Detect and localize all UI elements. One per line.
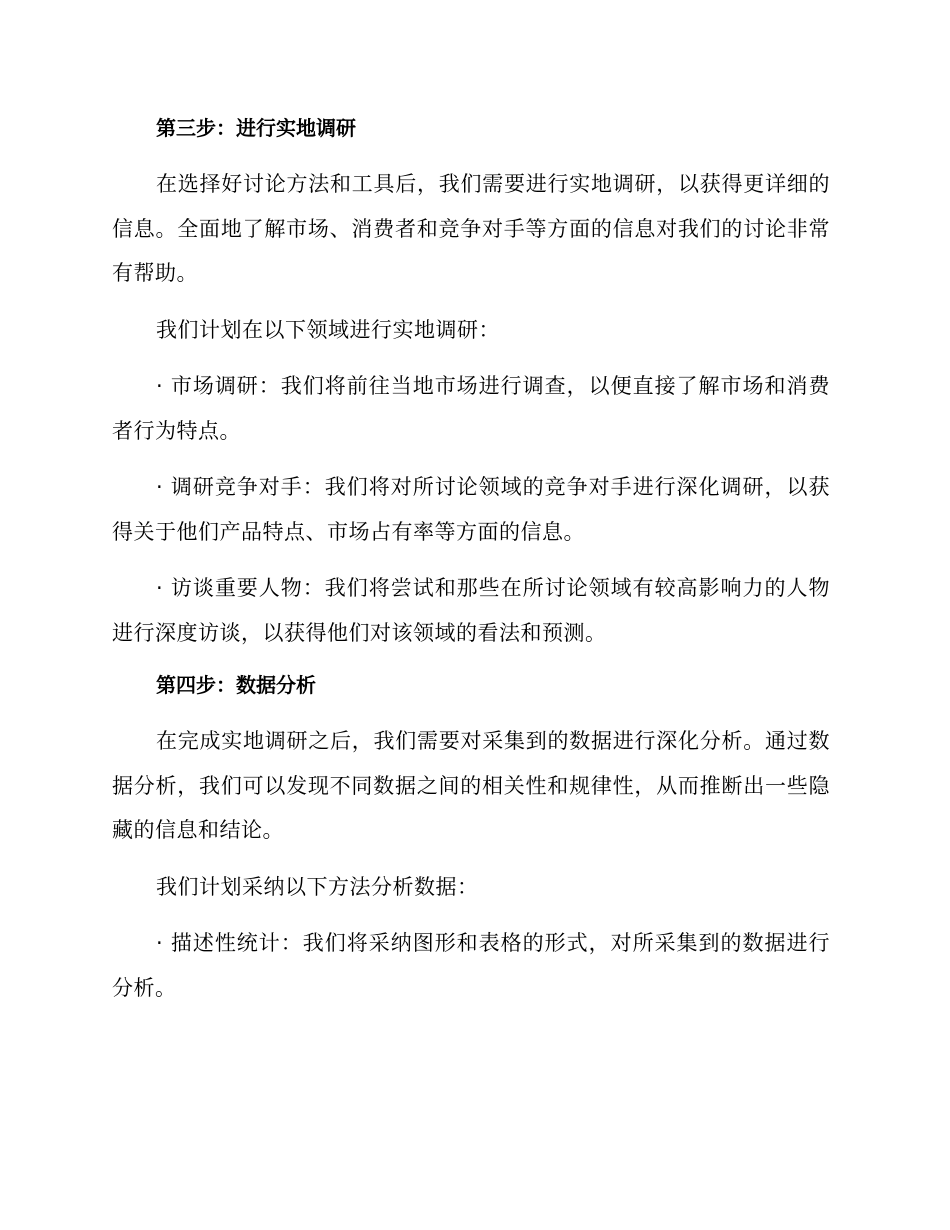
document-page xyxy=(112,110,830,1022)
bullet-descriptive-statistics: · 描述性统计：我们将采纳图形和表格的形式，对所采集到的数据进行分析。 xyxy=(112,931,830,1000)
section-3-plan-paragraph: 我们计划在以下领域进行实地调研： xyxy=(156,317,500,342)
bullet-competitor-research: · 调研竞争对手：我们将对所讨论领域的竞争对手进行深化调研，以获得关于他们产品特点、市场占有率等方面的信息。 xyxy=(112,475,830,544)
bullet-market-research: · 市场调研：我们将前往当地市场进行调查，以便直接了解市场和消费者行为特点。 xyxy=(112,374,830,443)
section-4-heading: 第四步：数据分析 xyxy=(156,673,316,697)
section-4-plan-paragraph: 我们计划采纳以下方法分析数据： xyxy=(156,874,479,899)
section-3-intro-paragraph: 在选择好讨论方法和工具后，我们需要进行实地调研，以获得更详细的信息。全面地了解市场、消费者和竞争对手等方面的信息对我们的讨论非常有帮助。 xyxy=(112,172,830,285)
bullet-key-interviews: · 访谈重要人物：我们将尝试和那些在所讨论领域有较高影响力的人物进行深度访谈，以获得他们对该领域的看法和预测。 xyxy=(112,576,830,645)
section-4-intro-paragraph: 在完成实地调研之后，我们需要对采集到的数据进行深化分析。通过数据分析，我们可以发现不同数据之间的相关性和规律性，从而推断出一些隐藏的信息和结论。 xyxy=(112,729,830,842)
section-3-heading: 第三步：进行实地调研 xyxy=(156,116,356,140)
